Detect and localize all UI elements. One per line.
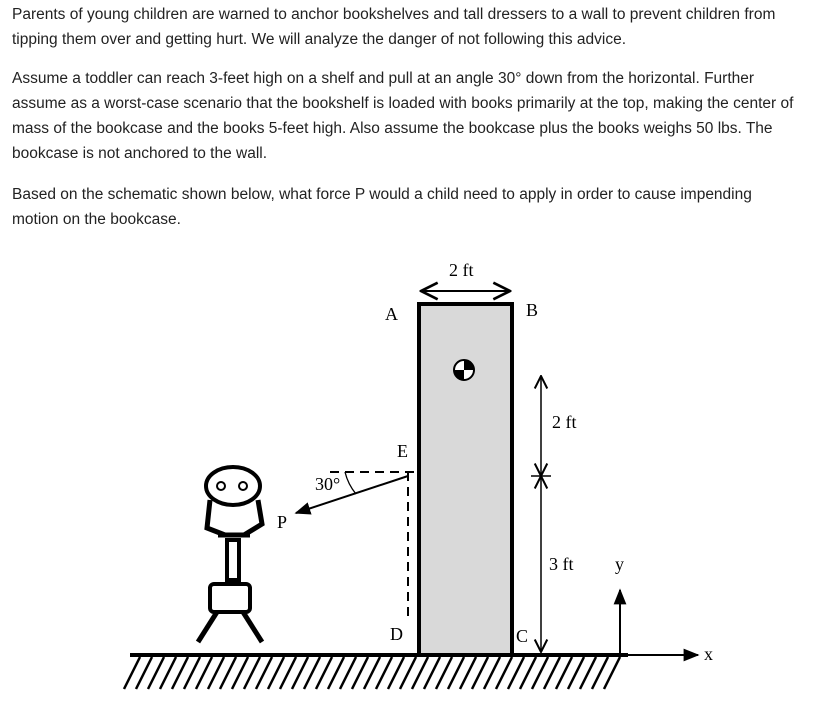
upper-height-label: 2 ft <box>552 412 577 432</box>
coordinate-axes <box>620 590 698 655</box>
center-of-mass-icon <box>454 360 474 380</box>
label-d: D <box>390 624 403 644</box>
assumptions-paragraph: Assume a toddler can reach 3-feet high on a shelf and pull at an angle 30° down from the horizontal. Further assume as a worst-case scenario that the bookshelf is loaded with books primarily at the top, making the center of mass of the bookcase and the books 5-feet high. Also assume the bookcase plus the books weighs 50 lbs. The bookcase is not anchored to the wall. <box>12 70 794 162</box>
label-b: B <box>526 300 539 320</box>
ground <box>124 655 628 689</box>
height-dimension <box>531 376 551 652</box>
lower-height-label: 3 ft <box>549 554 574 574</box>
question-paragraph: Based on the schematic shown below, what force P would a child need to apply in order to cause impending motion on the bookcase. <box>12 186 752 228</box>
label-c: C <box>516 626 529 646</box>
child-figure <box>198 467 262 642</box>
force-label-p: P <box>277 512 288 532</box>
width-label: 2 ft <box>449 260 474 280</box>
label-a: A <box>385 304 398 324</box>
bookcase-schematic <box>0 240 824 716</box>
label-e: E <box>397 441 408 461</box>
axis-x-label: x <box>704 644 713 664</box>
intro-paragraph: Parents of young children are warned to anchor bookshelves and tall dressers to a wall to prevent children from tipping them over and getting hurt. We will analyze the danger of not following this advice. <box>12 6 776 48</box>
axis-y-label: y <box>615 554 624 574</box>
angle-label: 30° <box>315 474 341 494</box>
bookcase <box>419 304 512 655</box>
